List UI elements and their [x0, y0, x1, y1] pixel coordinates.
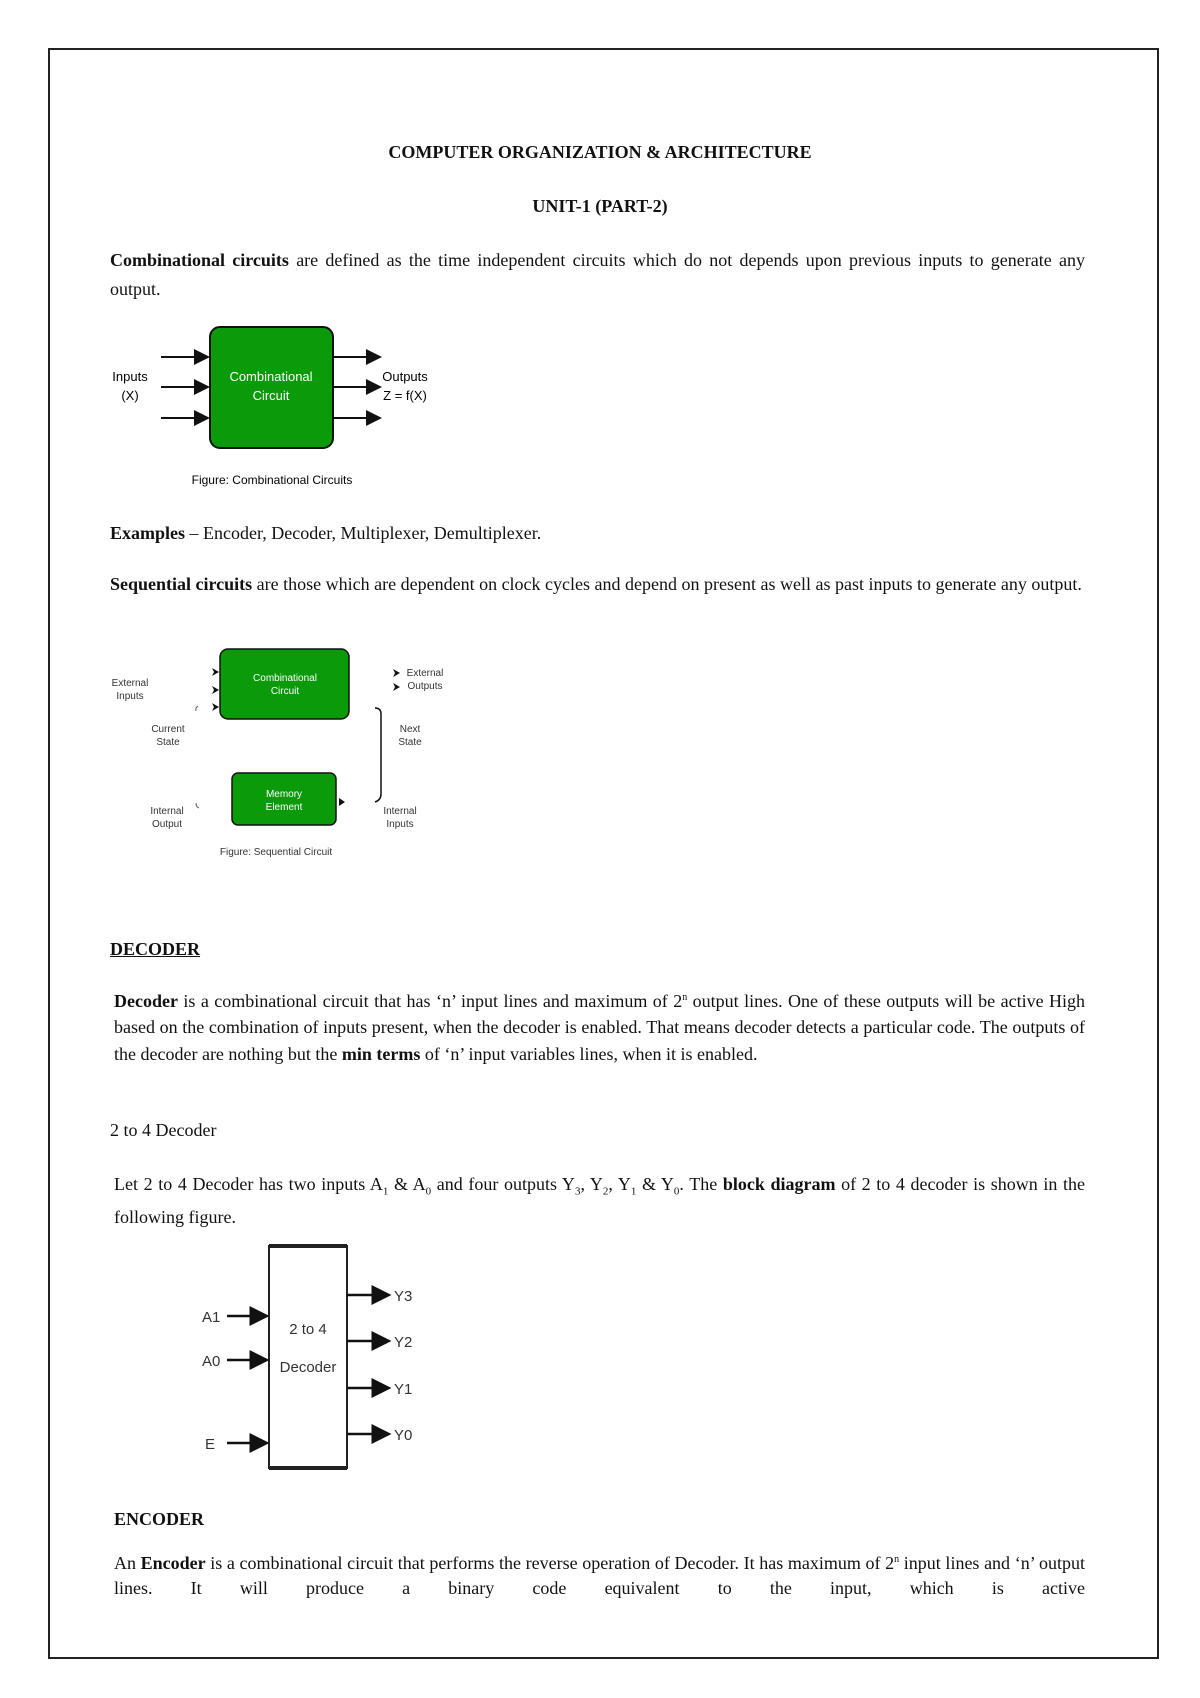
- encoder-paragraph: [114, 1548, 1085, 1600]
- paragraph-text: of ‘n’ input variables lines, when it is enabled.: [420, 1043, 758, 1064]
- inputs-var: (X): [121, 388, 139, 403]
- block-label: Decoder: [279, 1359, 337, 1376]
- next-state-label: State: [398, 737, 422, 748]
- block-label: Circuit: [252, 388, 290, 403]
- subscript: 1: [630, 1185, 637, 1198]
- block-label: Combinational: [229, 369, 313, 384]
- term: Examples: [110, 523, 186, 543]
- block-label: Element: [265, 802, 303, 813]
- document-subtitle: UNIT-1 (PART-2): [532, 196, 668, 216]
- term: min terms: [341, 1043, 421, 1064]
- subscript: 0: [425, 1185, 432, 1198]
- paragraph-text: & Y: [636, 1174, 674, 1194]
- current-state-label: Current: [151, 724, 185, 735]
- sequential-paragraph: [110, 570, 1085, 599]
- block-label: Combinational: [253, 673, 317, 684]
- term: Decoder: [114, 991, 178, 1011]
- examples-line: [110, 520, 541, 546]
- paragraph-text: are those which are dependent on clock cycles and depend on present as well as past inputs to generate any output.: [252, 574, 1082, 594]
- paragraph-text: input lines and ‘n’ output lines. It will produce a binary code equivalent to the input, which is active: [114, 1553, 1085, 1598]
- combinational-circuit-figure: [100, 320, 430, 500]
- current-state-label: State: [156, 737, 180, 748]
- paragraph-text: is a combinational circuit that has ‘n’ input lines and maximum of 2: [177, 991, 683, 1011]
- subscript: 3: [574, 1185, 581, 1198]
- paragraph-text: output lines. One of these outputs will be active High based on the combination of inputs present, when the decoder is enabled. That means decoder detects a particular code. The outputs of the decoder are nothing but the: [114, 991, 1085, 1064]
- paragraph-text: – Encoder, Decoder, Multiplexer, Demultiplexer.: [185, 523, 542, 543]
- superscript: n: [894, 1554, 900, 1565]
- paragraph-text: is a combinational circuit that performs the reverse operation of Decoder. It has maximum of 2: [205, 1553, 895, 1573]
- a1-label: A1: [202, 1309, 221, 1326]
- decoder-intro-paragraph: [114, 1172, 1085, 1230]
- block-label: Memory: [265, 789, 303, 800]
- y0-label: Y0: [394, 1427, 413, 1444]
- decoder-subheading: 2 to 4 Decoder: [110, 1120, 217, 1140]
- superscript: n: [682, 992, 688, 1003]
- encoder-heading: ENCODER: [114, 1509, 205, 1529]
- decoder-paragraph: [114, 985, 1085, 1067]
- figure-caption: Figure: Combinational Circuits: [191, 473, 353, 487]
- decoder-block: [269, 1246, 347, 1468]
- paragraph-text: of 2 to 4 decoder is shown in the following figure.: [114, 1174, 1085, 1227]
- next-state-label: Next: [399, 724, 421, 735]
- sequential-circuit-figure: [100, 640, 460, 865]
- term: Encoder: [140, 1553, 206, 1573]
- decoder-heading: DECODER: [110, 939, 201, 959]
- external-outputs-label: Outputs: [407, 681, 443, 692]
- paragraph-text: , Y: [580, 1174, 603, 1194]
- outputs-label: Outputs: [382, 369, 428, 384]
- outputs-var: Z = f(X): [383, 388, 427, 403]
- inputs-label: Inputs: [112, 369, 148, 384]
- paragraph-text: Let 2 to 4 Decoder has two inputs A: [114, 1174, 383, 1194]
- subscript: 2: [602, 1185, 609, 1198]
- a0-label: A0: [202, 1353, 221, 1370]
- term: block diagram: [722, 1174, 836, 1194]
- subscript: 1: [382, 1185, 389, 1198]
- document-title: COMPUTER ORGANIZATION & ARCHITECTURE: [388, 142, 812, 162]
- internal-inputs-label: Inputs: [386, 819, 414, 830]
- internal-output-label: Output: [151, 819, 183, 830]
- figure-caption: Figure: Sequential Circuit: [219, 847, 333, 858]
- decoder-block-diagram: [190, 1240, 430, 1480]
- combinational-paragraph: [110, 246, 1085, 304]
- paragraph-text: . The: [679, 1174, 723, 1194]
- combinational-block: [220, 649, 349, 719]
- internal-inputs-label: Internal: [383, 806, 417, 817]
- paragraph-text: An: [114, 1553, 141, 1573]
- subscript: 0: [673, 1185, 680, 1198]
- external-inputs-label: External: [111, 678, 149, 689]
- external-outputs-label: External: [406, 668, 444, 679]
- paragraph-text: are defined as the time independent circuits which do not depends upon previous inputs to generate any output.: [110, 250, 1085, 299]
- external-inputs-label: Inputs: [116, 691, 144, 702]
- paragraph-text: & A: [388, 1174, 426, 1194]
- y2-label: Y2: [394, 1334, 413, 1351]
- enable-label: E: [205, 1436, 216, 1453]
- block-label: Circuit: [270, 686, 300, 697]
- term: Combinational circuits: [110, 250, 289, 270]
- internal-output-label: Internal: [150, 806, 184, 817]
- y3-label: Y3: [394, 1288, 413, 1305]
- block-label: 2 to 4: [289, 1321, 327, 1338]
- paragraph-text: and four outputs Y: [431, 1174, 575, 1194]
- y1-label: Y1: [394, 1381, 413, 1398]
- term: Sequential circuits: [110, 574, 253, 594]
- paragraph-text: , Y: [608, 1174, 631, 1194]
